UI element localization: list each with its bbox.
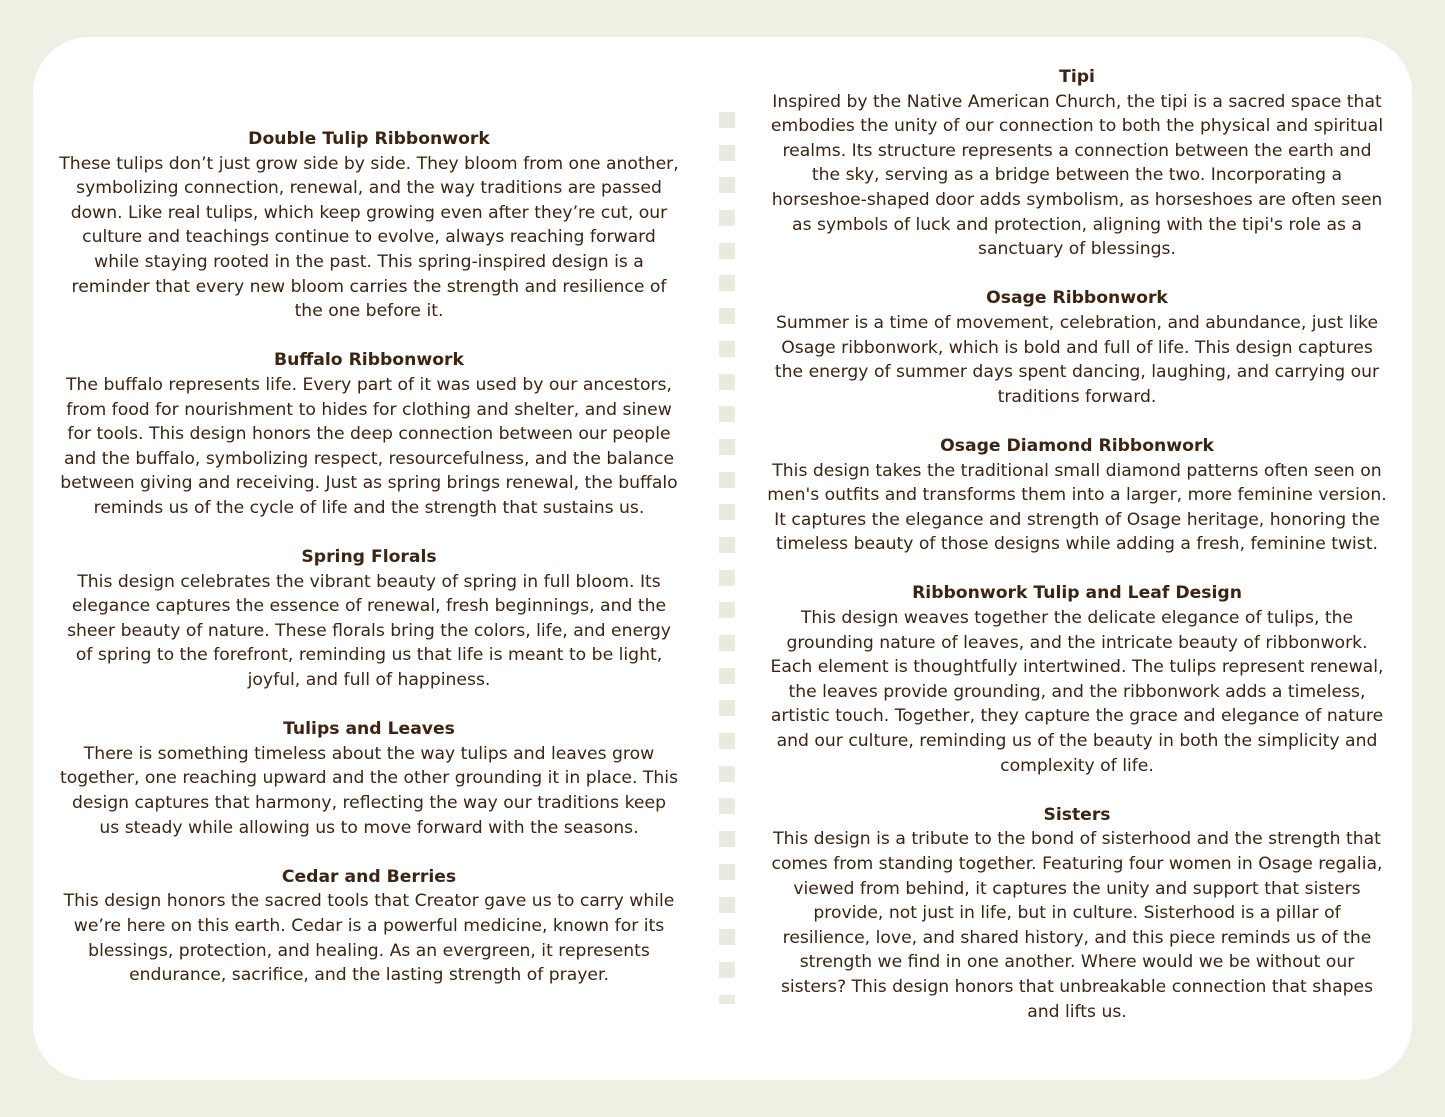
column-divider <box>719 112 735 1004</box>
divider-square <box>719 112 735 128</box>
section-body: Summer is a time of movement, celebration, and abundance, just like Osage ribbonwork, which is bold and full of life. This design captures the energy of summer days spent dancing, laughing, and carrying our traditions forward. <box>774 312 1380 407</box>
divider-square <box>719 243 735 259</box>
section-title: Double Tulip Ribbonwork <box>248 129 490 149</box>
section-ribbonwork-tulip-and-leaf-design <box>760 581 1394 778</box>
divider-square <box>719 831 735 847</box>
right-column <box>760 65 1394 1049</box>
divider-square <box>719 308 735 324</box>
section-title: Spring Florals <box>301 547 437 568</box>
section-title: Tulips and Leaves <box>283 719 455 740</box>
divider-square <box>719 766 735 782</box>
divider-square <box>719 668 735 684</box>
divider-square <box>719 537 735 553</box>
divider-square <box>719 995 735 1004</box>
divider-square <box>719 700 735 716</box>
section-buffalo-ribbonwork <box>52 348 686 520</box>
section-body: This design takes the traditional small diamond patterns often seen on men's outfits and transforms them into a larger, more feminine version. It captures the elegance and strength of Osage heritage, honoring the timeless beauty of those designs while adding a fresh, feminine twist. <box>767 460 1387 555</box>
left-column <box>52 127 686 1012</box>
divider-square <box>719 635 735 651</box>
section-osage-diamond-ribbonwork <box>760 434 1394 557</box>
divider-square <box>719 570 735 586</box>
section-cedar-and-berries <box>52 865 686 988</box>
section-tulips-and-leaves <box>52 717 686 840</box>
section-title: Sisters <box>1043 804 1111 825</box>
divider-square <box>719 864 735 880</box>
section-body: This design is a tribute to the bond of sisterhood and the strength that comes from standing together. Featuring four women in Osage regalia, viewed from behind, it captures the unity and support that sisters provide, not just in life, but in culture. Sisterhood is a pillar of resilience, love, and shared history, and this piece reminds us of the strength we find in one another. Where would we be without our sisters? This design honors that unbreakable connection that shapes and lifts us. <box>771 829 1383 1022</box>
section-title: Tipi <box>1059 67 1095 87</box>
divider-square <box>719 962 735 978</box>
section-title: Buffalo Ribbonwork <box>274 350 464 371</box>
divider-square <box>719 177 735 193</box>
section-body: The buffalo represents life. Every part of it was used by our ancestors, from food for nourishment to hides for clothing and shelter, and sinew for tools. This design honors the deep connection between our people and the buffalo, symbolizing respect, resourcefulness, and the balance between giving and receiving. Just as spring brings renewal, the buffalo reminds us of the cycle of life and the strength that sustains us. <box>60 374 678 518</box>
section-body: There is something timeless about the way tulips and leaves grow together, one reaching upward and the other grounding it in place. This design captures that harmony, reflecting the way our traditions keep us steady while allowing us to move forward with the seasons. <box>59 743 679 838</box>
section-spring-florals <box>52 545 686 693</box>
divider-square <box>719 374 735 390</box>
section-title: Osage Diamond Ribbonwork <box>940 435 1214 456</box>
divider-square <box>719 275 735 291</box>
divider-square <box>719 897 735 913</box>
divider-square <box>719 210 735 226</box>
section-title: Ribbonwork Tulip and Leaf Design <box>912 583 1242 604</box>
divider-square <box>719 439 735 455</box>
divider-square <box>719 929 735 945</box>
section-body: This design weaves together the delicate elegance of tulips, the grounding nature of leaves, and the intricate beauty of ribbonwork. Each element is thoughtfully intertwined. The tulips represent renewal, the leaves provide grounding, and the ribbonwork adds a timeless, artistic touch. Together, they capture the grace and elegance of nature and our culture, reminding us of the beauty in both the simplicity and complexity of life. <box>770 608 1384 776</box>
divider-square <box>719 602 735 618</box>
divider-square <box>719 798 735 814</box>
section-body: These tulips don’t just grow side by side. They bloom from one another, symbolizing connection, renewal, and the way traditions are passed down. Like real tulips, which keep growing even after they’re cut, our culture and teachings continue to evolve, always reaching forward while staying rooted in the past. This spring-inspired design is a reminder that every new bloom carries the strength and resilience of the one before it. <box>59 153 679 322</box>
section-body: Inspired by the Native American Church, the tipi is a sacred space that embodies the unity of our connection to both the physical and spiritual realms. Its structure represents a connection between the earth and the sky, serving as a bridge between the two. Incorporating a horseshoe-shaped door adds symbolism, as horseshoes are often seen as symbols of luck and protection, aligning with the tipi's role as a sanctuary of blessings. <box>770 91 1384 260</box>
divider-square <box>719 733 735 749</box>
section-double-tulip-ribbonwork <box>52 127 686 324</box>
section-title: Osage Ribbonwork <box>986 288 1168 309</box>
divider-square <box>719 145 735 161</box>
section-title: Cedar and Berries <box>281 866 457 887</box>
section-tipi <box>760 65 1394 262</box>
divider-square <box>719 406 735 422</box>
section-osage-ribbonwork <box>760 286 1394 409</box>
section-body: This design celebrates the vibrant beauty of spring in full bloom. Its elegance captures the essence of renewal, fresh beginnings, and the sheer beauty of nature. These florals bring the colors, life, and energy of spring to the forefront, reminding us that life is meant to be light, joyful, and full of happiness. <box>67 571 671 691</box>
section-sisters <box>760 803 1394 1024</box>
divider-square <box>719 472 735 488</box>
section-body: This design honors the sacred tools that Creator gave us to carry while we’re here on this earth. Cedar is a powerful medicine, known for its blessings, protection, and healing. As an evergreen, it represents endurance, sacrifice, and the lasting strength of prayer. <box>63 891 675 986</box>
divider-square <box>719 341 735 357</box>
divider-square <box>719 504 735 520</box>
